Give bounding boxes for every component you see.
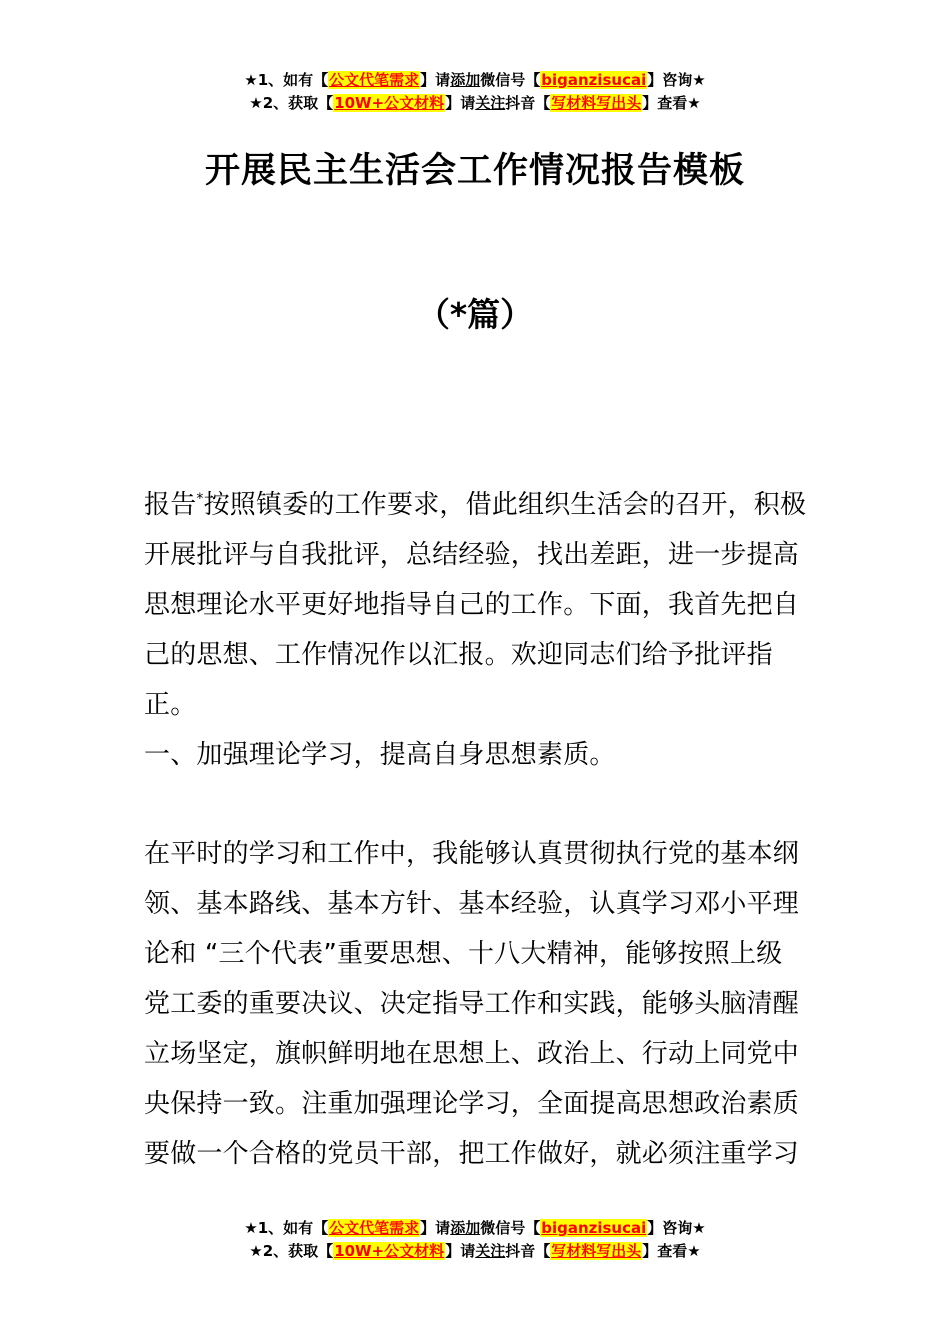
paragraph-line: 己的思想、工作情况作以汇报。欢迎同志们给予批评指正。 <box>144 640 773 720</box>
paragraph-line: 央保持一致。注重加强理论学习，全面提高思想政治素质 <box>144 1089 800 1119</box>
banner-text: 2、获取【 <box>262 94 334 112</box>
paragraph-line: 开展批评与自我批评，总结经验，找出差距，进一步提高 <box>144 540 800 570</box>
banner-text: 1、如有【 <box>257 71 329 89</box>
star-icon: ★ <box>249 94 263 112</box>
paragraph-line: 要做一个合格的党员干部，把工作做好，就必须注重学习 <box>144 1139 800 1169</box>
banner-text: 】请 <box>445 1242 476 1260</box>
paragraph-line: 党工委的重要决议、决定指导工作和实践，能够头脑清醒 <box>144 989 800 1019</box>
banner-text: 抖音【 <box>505 1242 551 1260</box>
star-icon: ★ <box>244 71 258 89</box>
paragraph-line: 在平时的学习和工作中，我能够认真贯彻执行党的基本纲 <box>144 839 800 869</box>
document-subtitle: （*篇） <box>416 295 534 334</box>
banner-text: 】查看★ <box>642 1242 701 1260</box>
banner-highlight: biganzisucai <box>541 1219 647 1237</box>
banner-text: 】查看★ <box>642 94 701 112</box>
banner-line-2 <box>0 1240 950 1263</box>
banner-underlined: 添加 <box>450 1219 481 1237</box>
banner-text: 】咨询★ <box>647 71 706 89</box>
banner-underlined: 添加 <box>450 71 481 89</box>
banner-underlined: 关注 <box>475 94 506 112</box>
paragraph-line <box>144 480 809 530</box>
banner-text: 】请 <box>420 71 451 89</box>
paragraph-text: 报告 <box>144 490 197 520</box>
banner-text: 2、获取【 <box>262 1242 334 1260</box>
header-banner <box>0 69 950 115</box>
intro-paragraph <box>144 480 809 730</box>
banner-text: 】请 <box>445 94 476 112</box>
banner-text: 】请 <box>420 1219 451 1237</box>
banner-line-1 <box>0 1217 950 1240</box>
paragraph-line: 论和 “三个代表”重要思想、十八大精神，能够按照上级 <box>144 939 783 969</box>
banner-underlined: 关注 <box>475 1242 506 1260</box>
banner-text: 微信号【 <box>480 71 541 89</box>
banner-highlight: 公文代笔需求 <box>329 1219 420 1237</box>
section-heading-text: 一、加强理论学习，提高自身思想素质。 <box>144 740 616 770</box>
banner-highlight: 公文代笔需求 <box>329 71 420 89</box>
body-paragraph <box>144 829 809 1179</box>
paragraph-line: 思想理论水平更好地指导自己的工作。下面，我首先把自 <box>144 590 800 620</box>
footer-banner <box>0 1217 950 1263</box>
banner-text: 】咨询★ <box>647 1219 706 1237</box>
document-title: 开展民主生活会工作情况报告模板 <box>204 151 745 191</box>
banner-text: 1、如有【 <box>257 1219 329 1237</box>
paragraph-text: 按照镇委的工作要求，借此组织生活会的召开，积极 <box>203 490 807 520</box>
paragraph-line: 立场坚定，旗帜鲜明地在思想上、政治上、行动上同党中 <box>144 1039 800 1069</box>
banner-text: 微信号【 <box>480 1219 541 1237</box>
banner-line-1 <box>0 69 950 92</box>
banner-highlight: 写材料写出头 <box>551 1242 642 1260</box>
banner-text: 抖音【 <box>505 94 551 112</box>
asterisk-mark: * <box>196 491 204 507</box>
banner-line-2 <box>0 92 950 115</box>
banner-highlight: 10W+公文材料 <box>334 1242 445 1260</box>
banner-highlight: 写材料写出头 <box>551 94 642 112</box>
star-icon: ★ <box>249 1242 263 1260</box>
banner-highlight: 10W+公文材料 <box>334 94 445 112</box>
star-icon: ★ <box>244 1219 258 1237</box>
paragraph-line: 领、基本路线、基本方针、基本经验，认真学习邓小平理 <box>144 889 800 919</box>
section-heading <box>144 730 809 780</box>
banner-highlight: biganzisucai <box>541 71 647 89</box>
